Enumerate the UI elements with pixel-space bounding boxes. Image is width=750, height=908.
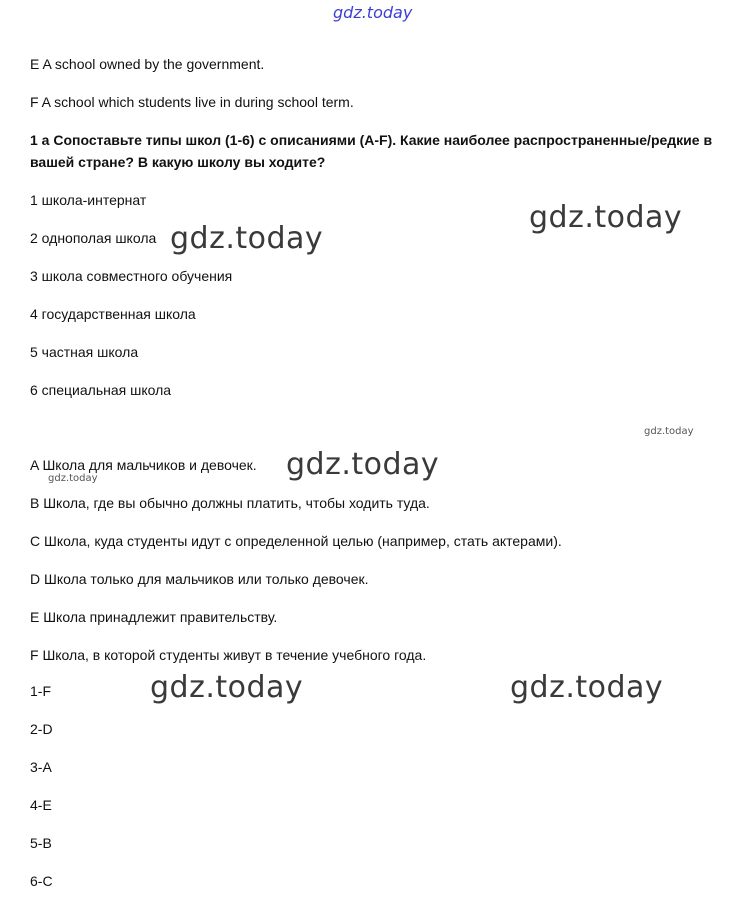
watermark-left-1: gdz.today: [170, 221, 324, 256]
description-a: A Школа для мальчиков и девочек.: [30, 457, 257, 473]
description-e: E Школа принадлежит правительству.: [30, 609, 278, 625]
school-type-1: 1 школа-интернат: [30, 192, 147, 208]
answer-4: 4-E: [30, 797, 52, 813]
answer-6: 6-C: [30, 873, 53, 889]
school-type-4: 4 государственная школа: [30, 306, 196, 322]
description-b: B Школа, где вы обычно должны платить, чтобы ходить туда.: [30, 495, 430, 511]
answer-2: 2-D: [30, 721, 53, 737]
watermark-left-2: gdz.today: [150, 670, 304, 705]
description-f: F Школа, в которой студенты живут в течение учебного года.: [30, 647, 427, 663]
watermark-center: gdz.today: [286, 447, 440, 482]
task-heading-line2: вашей стране? В какую школу вы ходите?: [30, 154, 326, 170]
watermark-small-left: gdz.today: [48, 473, 98, 484]
english-option-f: F A school which students live in during school term.: [30, 94, 354, 110]
watermark-right-2: gdz.today: [510, 670, 664, 705]
answer-5: 5-B: [30, 835, 52, 851]
school-type-2: 2 однополая школа: [30, 230, 157, 246]
task-heading-line1: 1 a Сопоставьте типы школ (1-6) с описаниями (A-F). Какие наиболее распространенные/редкие в: [30, 132, 713, 148]
school-type-3: 3 школа совместного обучения: [30, 268, 233, 284]
watermark-right-1: gdz.today: [529, 200, 683, 235]
english-option-e: E A school owned by the government.: [30, 56, 265, 72]
school-type-5: 5 частная школа: [30, 344, 139, 360]
answer-1: 1-F: [30, 683, 51, 699]
watermark-small-right: gdz.today: [644, 426, 694, 437]
description-c: C Школа, куда студенты идут с определенной целью (например, стать актерами).: [30, 533, 562, 549]
watermark-top: gdz.today: [333, 3, 413, 22]
school-type-6: 6 специальная школа: [30, 382, 172, 398]
answer-3: 3-A: [30, 759, 52, 775]
description-d: D Школа только для мальчиков или только девочек.: [30, 571, 369, 587]
